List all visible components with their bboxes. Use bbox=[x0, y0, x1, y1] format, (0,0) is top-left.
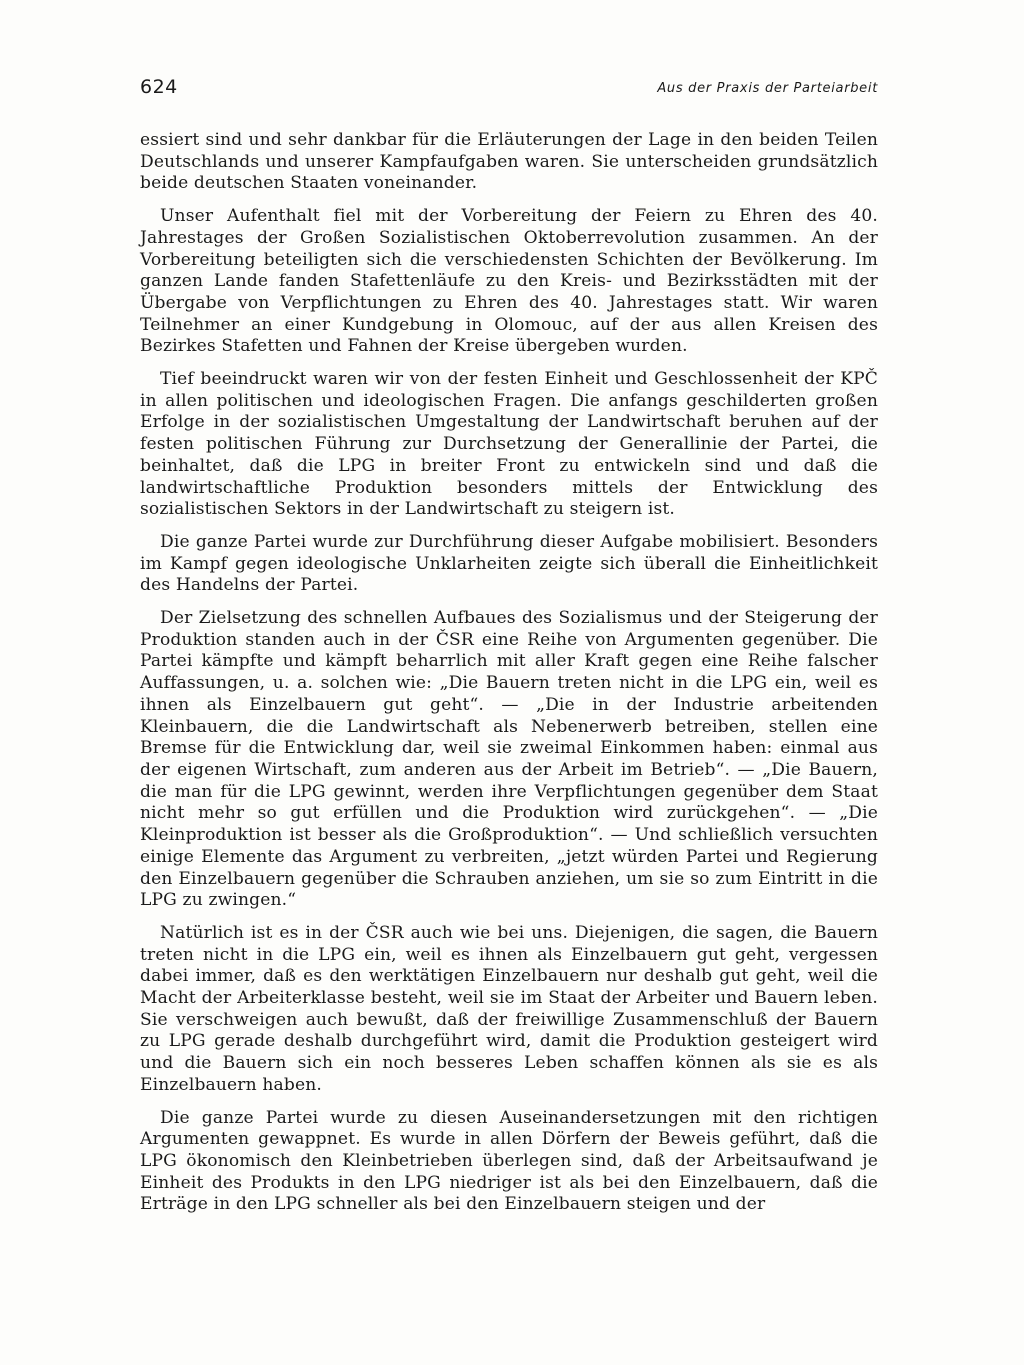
running-head: Aus der Praxis der Parteiarbeit bbox=[657, 81, 878, 96]
paragraph-4: Die ganze Partei wurde zur Durchführung dieser Aufgabe mobilisiert. Besonders im Kampf gegen ideologische Unklarheiten zeigte sich überall die Einheitlichkeit des Handelns der Partei. bbox=[140, 531, 878, 596]
page-header bbox=[140, 76, 878, 104]
paragraph-6: Natürlich ist es in der ČSR auch wie bei uns. Diejenigen, die sagen, die Bauern treten nicht in die LPG ein, weil es ihnen als Einzelbauern gut geht, vergessen dabei immer, daß es den werktätigen Einzelbauern nur deshalb gut geht, weil die Macht der Arbeiterklasse besteht, weil sie im Staat der Arbeiter und Bauern leben. Sie verschweigen auch bewußt, daß der freiwillige Zusammenschluß der Bauern zu LPG gerade deshalb durchgeführt wird, damit die Produktion gesteigert wird und die Bauern sich ein noch besseres Leben schaffen können als sie es als Einzelbauern haben. bbox=[140, 922, 878, 1095]
paragraph-5: Der Zielsetzung des schnellen Aufbaues des Sozialismus und der Steigerung der Produktion standen auch in der ČSR eine Reihe von Argumenten gegenüber. Die Partei kämpfte und kämpft beharrlich mit aller Kraft gegen eine Reihe falscher Auffassungen, u. a. solchen wie: „Die Bauern treten nicht in die LPG ein, weil es ihnen als Einzelbauern gut geht“. — „Die in der Industrie arbeitenden Kleinbauern, die die Landwirtschaft als Nebenerwerb betreiben, stellen eine Bremse für die Entwicklung dar, weil sie zweimal Einkommen haben: einmal aus der eigenen Wirtschaft, zum anderen aus der Arbeit im Betrieb“. — „Die Bauern, die man für die LPG gewinnt, werden ihre Verpflichtungen gegenüber dem Staat nicht mehr so gut erfüllen und die Produktion wird zurückgehen“. — „Die Kleinproduktion ist besser als die Großproduktion“. — Und schließlich versuchten einige Elemente das Argument zu verbreiten, „jetzt würden Partei und Regierung den Einzelbauern gegenüber die Schrauben anziehen, um sie so zum Eintritt in die LPG zu zwingen.“ bbox=[140, 608, 878, 911]
paragraph-1: essiert sind und sehr dankbar für die Erläuterungen der Lage in den beiden Teilen Deutschlands und unserer Kampfaufgaben waren. Sie unterscheiden grundsätzlich beide deutschen Staaten voneinander. bbox=[140, 130, 878, 194]
page-number: 624 bbox=[140, 76, 178, 98]
body-text bbox=[140, 130, 878, 1227]
paragraph-2: Unser Aufenthalt fiel mit der Vorbereitung der Feiern zu Ehren des 40. Jahrestages der Großen Sozialistischen Oktoberrevolution zusammen. An der Vorbereitung beteiligten sich die verschiedensten Schichten der Bevölkerung. Im ganzen Lande fanden Stafettenläufe zu den Kreis- und Bezirksstädten mit der Übergabe von Verpflichtungen zu Ehren des 40. Jahrestages statt. Wir waren Teilnehmer an einer Kundgebung in Olomouc, auf der aus allen Kreisen des Bezirkes Stafetten und Fahnen der Kreise übergeben wurden. bbox=[140, 206, 878, 357]
paragraph-7: Die ganze Partei wurde zu diesen Auseinandersetzungen mit den richtigen Argumenten gewappnet. Es wurde in allen Dörfern der Beweis geführt, daß die LPG ökonomisch den Kleinbetrieben überlegen sind, daß der Arbeitsaufwand je Einheit des Produkts in den LPG niedriger ist als bei den Einzelbauern, daß die Erträge in den LPG schneller als bei den Einzelbauern steigen und der bbox=[140, 1107, 878, 1215]
paragraph-3: Tief beeindruckt waren wir von der festen Einheit und Geschlossenheit der KPČ in allen politischen und ideologischen Fragen. Die anfangs geschilderten großen Erfolge in der sozialistischen Umgestaltung der Landwirtschaft beruhen auf der festen politischen Führung zur Durchsetzung der Generallinie der Partei, die beinhaltet, daß die LPG in breiter Front zu entwickeln sind und daß die landwirtschaftliche Produktion besonders mittels der Entwicklung des sozialistischen Sektors in der Landwirtschaft zu steigern ist. bbox=[140, 369, 878, 520]
